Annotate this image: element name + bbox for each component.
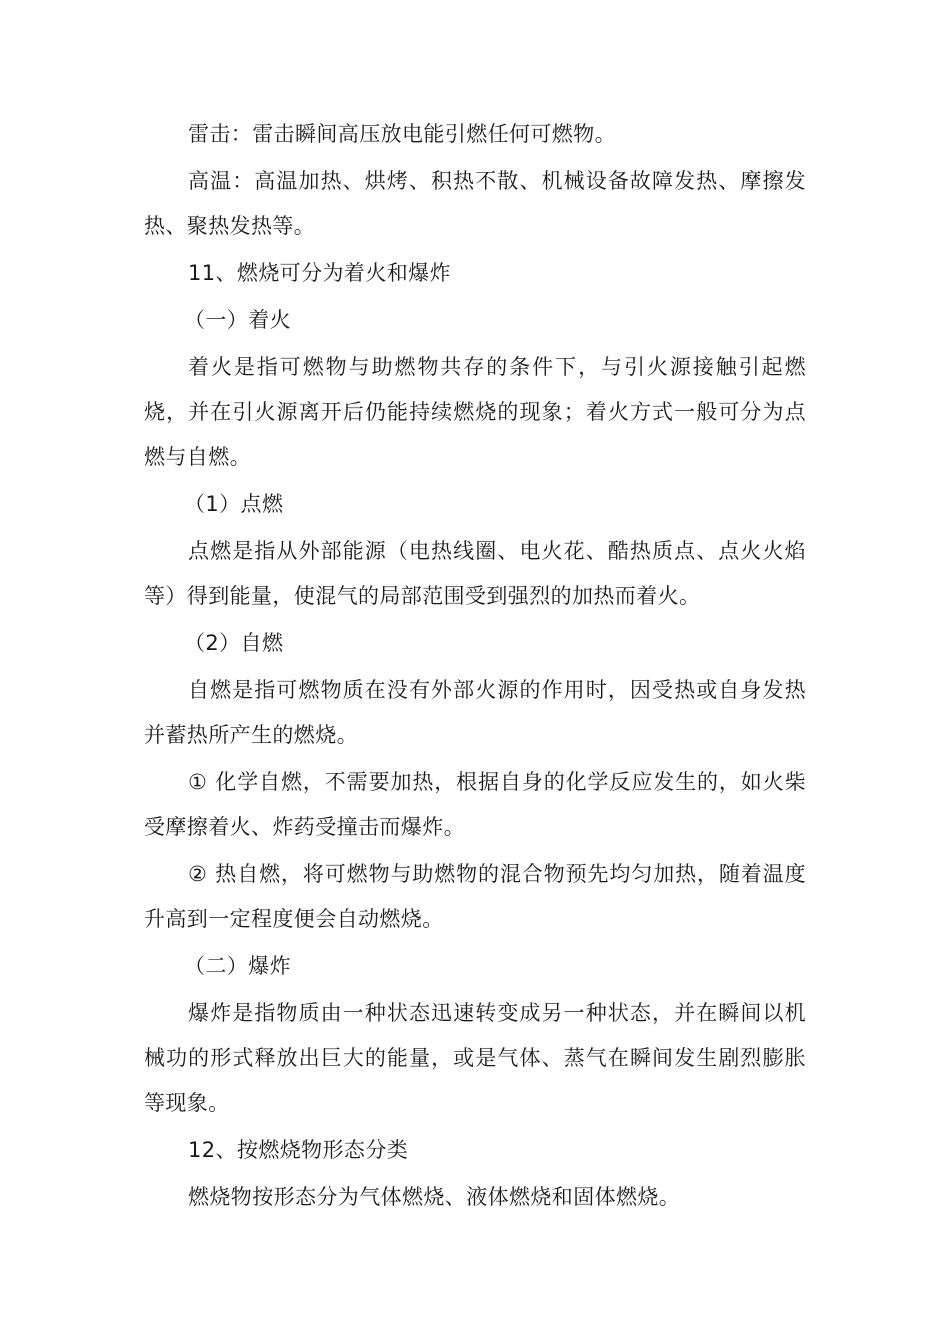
paragraph-section-12: 燃烧物按形态分为气体燃烧、液体燃烧和固体燃烧。: [188, 1185, 681, 1209]
heading-ignition: （一）着火: [184, 308, 291, 332]
heading-section-12: 12、按燃烧物形态分类: [188, 1138, 409, 1162]
paragraph-high-temperature: 高温：高温加热、烘烤、积热不散、机械设备故障发热、摩擦发热、聚热发热等。: [144, 169, 806, 238]
paragraph-point-ignition: 点燃是指从外部能源（电热线圈、电火花、酷热质点、点火火焰等）得到能量，使混气的局部范围受到强烈的加热而着火。: [144, 539, 806, 608]
paragraph-lightning: 雷击：雷击瞬间高压放电能引燃任何可燃物。: [188, 122, 616, 146]
paragraph-ignition: 着火是指可燃物与助燃物共存的条件下，与引火源接触引起燃烧，并在引火源离开后仍能持续燃烧的现象；着火方式一般可分为点燃与自燃。: [144, 355, 806, 469]
heading-explosion: （二）爆炸: [184, 954, 291, 978]
paragraph-thermal-self-ignition: ② 热自燃，将可燃物与助燃物的混合物预先均匀加热，随着温度升高到一定程度便会自动燃烧。: [144, 862, 806, 931]
heading-point-ignition: （1）点燃: [184, 492, 284, 516]
paragraph-explosion: 爆炸是指物质由一种状态迅速转变成另一种状态，并在瞬间以机械功的形式释放出巨大的能量，或是气体、蒸气在瞬间发生剧烈膨胀等现象。: [144, 1001, 806, 1115]
document-body: [144, 112, 806, 1220]
heading-self-ignition: （2）自燃: [184, 631, 284, 655]
paragraph-self-ignition: 自燃是指可燃物质在没有外部火源的作用时，因受热或自身发热并蓄热所产生的燃烧。: [144, 678, 806, 747]
paragraph-chemical-self-ignition: ① 化学自燃，不需要加热，根据自身的化学反应发生的，如火柴受摩擦着火、炸药受撞击而爆炸。: [144, 770, 806, 839]
heading-section-11: 11、燃烧可分为着火和爆炸: [188, 261, 451, 285]
